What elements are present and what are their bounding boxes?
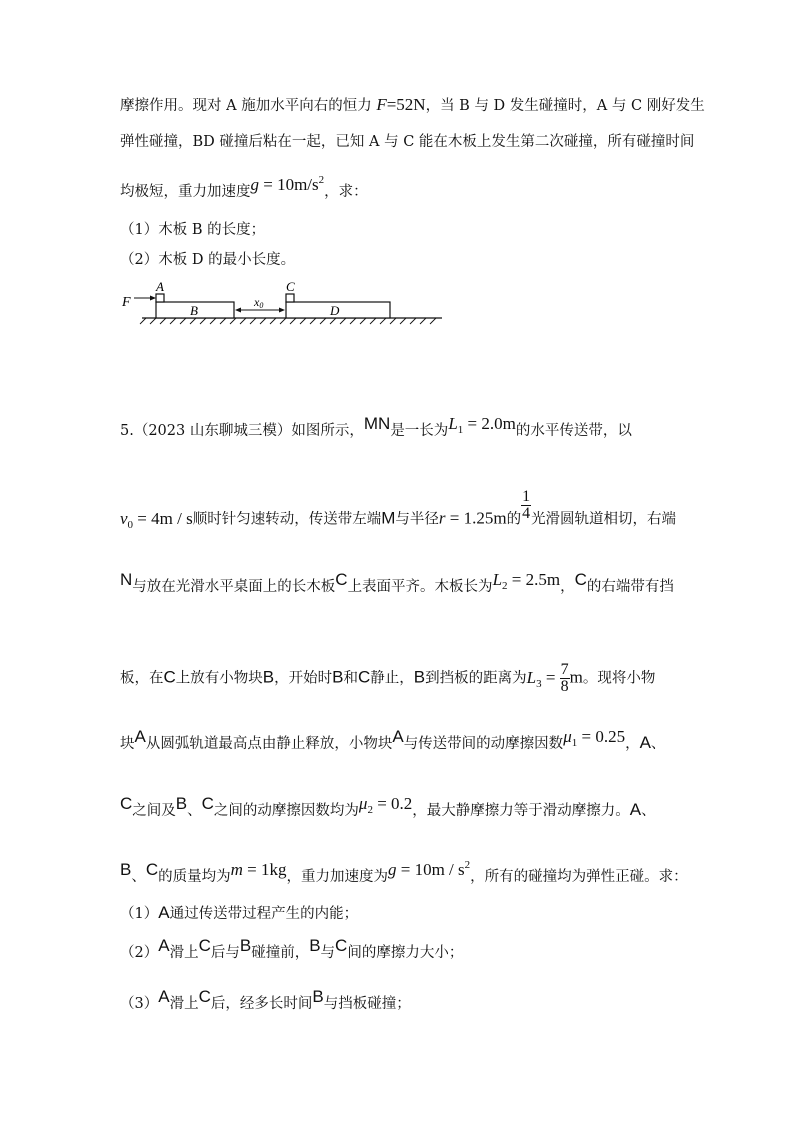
denominator: 4 [522, 505, 531, 522]
var-A: A [158, 936, 170, 955]
text: 后，经多长时间 [210, 996, 313, 1012]
text: 滑上 [169, 945, 199, 961]
var-C: C [357, 667, 371, 687]
text: 、 [131, 869, 146, 885]
question-2 [120, 250, 295, 270]
text: 之间的动摩擦因数均为 [213, 803, 359, 819]
var-C: C [335, 936, 348, 955]
text: 碰撞前， [251, 945, 310, 961]
exponent: 2 [464, 859, 471, 871]
text: ，开始时 [274, 670, 333, 687]
p5-line-1 [120, 414, 632, 446]
fraction-quarter [521, 489, 531, 522]
text: （1）木板 B 的长度； [120, 222, 266, 238]
var-A: A [629, 800, 642, 819]
p5-question-2 [120, 936, 464, 963]
text: ，当 B 与 D 发生碰撞时，A 与 C 刚好发生 [425, 98, 705, 114]
paragraph-line-1 [120, 95, 705, 116]
var-C: C [198, 936, 211, 955]
p5-question-1 [120, 903, 358, 924]
distance-arrow-right [279, 308, 285, 313]
var-r: r [438, 508, 446, 528]
p5-line-7 [120, 861, 688, 887]
label-x: x0 [254, 295, 264, 310]
text: 静止， [370, 670, 414, 687]
var-C: C [201, 794, 214, 813]
text: 上表面平齐。木板长为 [347, 579, 493, 595]
text: 均极短，重力加速度 [120, 184, 251, 200]
var-A: A [158, 903, 170, 922]
text: 光滑圆轨道相切，右端 [531, 511, 677, 528]
var-B: B [262, 667, 275, 687]
gravity-value: = 10m / s [396, 860, 465, 879]
var-C: C [120, 794, 133, 813]
text: （2） [120, 945, 159, 961]
subscript: 1 [571, 737, 578, 749]
text: ，重力加速度为 [286, 869, 388, 885]
text: 从圆弧轨道最高点由静止释放，小物块 [145, 736, 393, 752]
exponent: 2 [318, 174, 325, 186]
var-m: m [230, 860, 243, 879]
text: 与半径 [395, 511, 439, 528]
text: 5.（2023 山东聊城三模）如图所示， [120, 423, 364, 439]
text: （3） [120, 996, 159, 1012]
var-A: A [134, 727, 146, 746]
text: 到挡板的距离为 [425, 670, 527, 687]
text: 、 [641, 803, 656, 819]
subscript: 3 [536, 677, 542, 690]
text: 摩擦作用。现对 A 施加水平向右的恒力 [120, 98, 377, 114]
distance-arrow-left [235, 308, 241, 313]
text: ，最大静摩擦力等于滑动摩擦力。 [412, 803, 630, 819]
p5-line-5 [120, 727, 666, 759]
gravity-value: = 10m/s [259, 175, 319, 194]
block-C [286, 294, 294, 302]
subscript: 2 [502, 580, 508, 592]
p5-line-4 [120, 662, 655, 695]
text: 顺时针匀速转动，传送带左端 [192, 511, 382, 528]
var-mu: μ [563, 727, 572, 746]
text: 弹性碰撞，BD 碰撞后粘在一起，已知 A 与 C 能在木板上发生第二次碰撞，所有碰撞时间 [120, 134, 695, 150]
var-B: B [309, 936, 321, 955]
var-L: L [448, 414, 458, 433]
label-B: B [190, 303, 198, 318]
var-L: L [526, 667, 537, 687]
subscript: 1 [457, 424, 464, 436]
numerator: 7 [560, 661, 569, 678]
text: 、 [187, 803, 202, 819]
p5-line-6 [120, 794, 656, 826]
var-M: M [381, 508, 396, 528]
var-MN: MN [363, 414, 391, 433]
denominator: 8 [560, 678, 569, 695]
text: 之间及 [132, 803, 176, 819]
var-A: A [392, 727, 404, 746]
length-value: = 2.0m [463, 414, 516, 433]
text: 上放有小物块 [175, 670, 263, 687]
var-B: B [175, 794, 188, 813]
text: （2）木板 D 的最小长度。 [120, 252, 296, 268]
p5-question-3 [120, 987, 411, 1014]
text: ， [625, 736, 640, 752]
subscript: 0 [127, 518, 134, 531]
text: 间的摩擦力大小； [347, 945, 464, 961]
text: 与传送带间的动摩擦因数 [403, 736, 564, 752]
var-L: L [492, 570, 503, 589]
numerator: 1 [522, 488, 531, 505]
label-D: D [330, 303, 340, 318]
text: 的水平传送带，以 [515, 423, 632, 439]
text: 后与 [210, 945, 240, 961]
text: 、 [650, 736, 666, 752]
var-C: C [574, 570, 587, 589]
text: 的质量均为 [158, 869, 231, 885]
subscript: 2 [367, 804, 373, 816]
text: ，求： [324, 184, 368, 200]
var-C: C [163, 667, 176, 687]
text: 板，在 [120, 670, 164, 687]
var-C: C [198, 987, 211, 1006]
var-B: B [120, 860, 132, 879]
var-B: B [312, 987, 324, 1006]
paragraph-line-3 [120, 176, 368, 202]
text: ，所有的碰撞均为弹性正碰。求： [470, 869, 688, 885]
force-arrow-head [150, 296, 156, 301]
var-B: B [413, 667, 426, 687]
var-A: A [158, 987, 170, 1006]
text: 和 [343, 670, 358, 687]
text: （1） [120, 906, 159, 922]
text: 。现将小物 [582, 670, 656, 687]
blocks-diagram [120, 276, 450, 326]
unit: m [569, 667, 583, 687]
force-value: =52N [386, 95, 426, 114]
text: 与挡板碰撞； [323, 996, 411, 1012]
text: 与 [320, 945, 336, 961]
equals: = [541, 667, 560, 687]
label-C: C [286, 279, 295, 294]
var-C: C [335, 570, 348, 589]
var-F: F [376, 95, 387, 114]
speed-value: = 4m / s [133, 508, 193, 528]
p5-line-3 [120, 570, 674, 602]
question-1 [120, 220, 265, 240]
var-B: B [332, 667, 344, 687]
p5-line-2 [120, 488, 677, 536]
var-mu: μ [358, 794, 368, 813]
text: 的 [506, 511, 522, 528]
text: 块 [120, 736, 135, 752]
var-B: B [239, 936, 252, 955]
text: 与放在光滑水平桌面上的长木板 [132, 579, 336, 595]
friction-value: = 0.2 [372, 794, 413, 813]
var-C: C [145, 860, 159, 879]
paragraph-line-2 [120, 132, 694, 152]
var-N: N [120, 570, 133, 589]
text: 是一长为 [390, 423, 449, 439]
text: 的右端带有挡 [586, 579, 674, 595]
label-A: A [156, 279, 164, 294]
friction-value: = 0.25 [577, 727, 626, 746]
var-g: g [388, 860, 397, 879]
var-g: g [250, 175, 259, 194]
radius-value: = 1.25m [445, 508, 507, 528]
ground-hatching [140, 318, 436, 324]
text: 通过传送带过程产生的内能； [169, 906, 359, 922]
fraction-seven-eighths [560, 662, 570, 695]
var-v: v [120, 508, 128, 528]
text: ， [560, 579, 575, 595]
length-value: = 2.5m [507, 570, 561, 589]
var-A: A [639, 733, 651, 752]
mass-value: = 1kg [242, 860, 287, 879]
text: 滑上 [169, 996, 199, 1012]
block-A [156, 294, 164, 302]
label-F: F [122, 295, 131, 310]
